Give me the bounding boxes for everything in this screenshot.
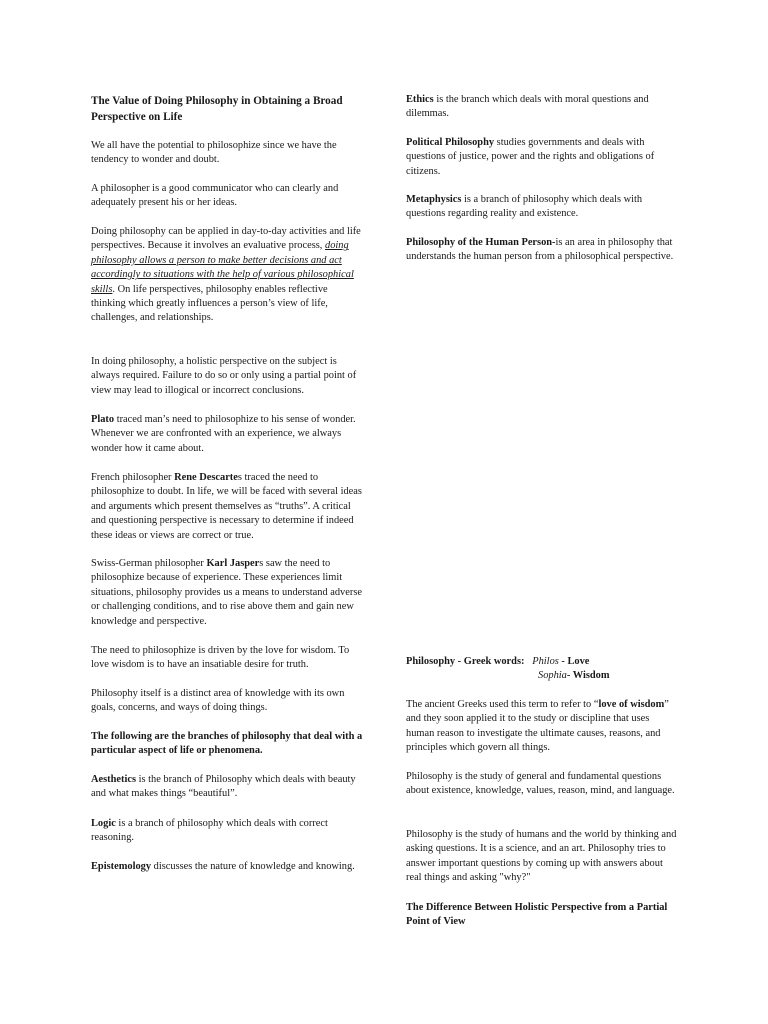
ancient-greeks-intro: The ancient Greeks used this term to refer to “	[406, 699, 599, 710]
term-aesthetics: Aesthetics	[91, 774, 137, 785]
ethics-text: is the branch which deals with moral questions and dilemmas.	[406, 94, 649, 120]
paragraph-plato	[91, 413, 363, 456]
branches-heading: The following are the branches of philosophy that deal with a particular aspect of life or phenomena.	[91, 731, 363, 757]
greek-row-philos	[406, 655, 696, 669]
term-jaspers: Karl Jasper	[206, 558, 260, 569]
greek-meaning-love: - Love	[558, 656, 590, 667]
paragraph-love-wisdom: The need to philosophize is driven by the love for wisdom. To love wisdom is to have an insatiable desire for truth.	[91, 645, 350, 671]
paragraph-day-to-day-intro: Doing philosophy can be applied in day-to-day activities and life perspectives. Because it involves an evaluative process,	[91, 226, 361, 252]
paragraph-logic	[91, 817, 363, 846]
paragraph-epistemology	[91, 860, 363, 874]
paragraph-communicator: A philosopher is a good communicator who can clearly and adequately present his or her ideas.	[91, 183, 339, 209]
term-ethics: Ethics	[406, 94, 434, 105]
descartes-text: s traced the need to philosophize to doubt. In life, we will be faced with several ideas and arguments which present themselves as “truths”. A critical and questioning perspective is necessary to determine if indeed these ideas or views are correct or true.	[91, 472, 362, 541]
section-heading-holistic-vs-partial: The Difference Between Holistic Perspective from a Partial Point of View	[406, 902, 668, 928]
paragraph-holistic: In doing philosophy, a holistic perspective on the subject is always required. Failure to do so or only using a partial point of view may lead to illogical or incorrect conclusions.	[91, 356, 357, 396]
descartes-intro: French philosopher	[91, 472, 175, 483]
term-metaphysics: Metaphysics	[406, 194, 462, 205]
plato-text: traced man’s need to philosophize to his sense of wonder. Whenever we are confronted with an experience, we always wonder how it came about.	[91, 414, 356, 454]
paragraph-study-general: Philosophy is the study of general and fundamental questions about existence, knowledge, values, reason, mind, and language.	[406, 771, 675, 797]
aesthetics-text: is the branch of Philosophy which deals with beauty and what makes things “beautiful”.	[91, 774, 356, 800]
term-descartes: Rene Descarte	[174, 472, 238, 483]
paragraph-day-to-day-rest: . On life perspectives, philosophy enables reflective thinking which greatly influences a person’s view of life, challenges, and relationships.	[91, 283, 328, 324]
paragraph-potential: We all have the potential to philosophize since we have the tendency to wonder and doubt.	[91, 140, 337, 166]
paragraph-human-person	[406, 236, 678, 265]
ancient-greeks-text: ” and they soon applied it to the study or discipline that uses human reason to investigate the ultimate causes, reasons, and principles which govern all things.	[406, 699, 669, 754]
term-love-of-wisdom: love of wisdom	[598, 699, 665, 710]
term-plato: Plato	[91, 414, 115, 425]
paragraph-day-to-day	[91, 225, 363, 326]
paragraph-ancient-greeks	[406, 698, 678, 756]
greek-etymology	[406, 655, 696, 684]
paragraph-study-humans: Philosophy is the study of humans and the world by thinking and asking questions. It is a science, and an art. Philosophy tries to answer important questions by coming up with answers about real things and asking "why?"	[406, 829, 677, 884]
term-political-philosophy: Political Philosophy	[406, 137, 495, 148]
jaspers-intro: Swiss-German philosopher	[91, 558, 207, 569]
logic-text: is a branch of philosophy which deals with correct reasoning.	[91, 818, 328, 844]
paragraph-political-philosophy	[406, 136, 678, 179]
metaphysics-text: is a branch of philosophy which deals with questions regarding reality and existence.	[406, 194, 643, 220]
paragraph-aesthetics	[91, 773, 363, 802]
greek-word-sophia: Sophia	[538, 670, 567, 682]
jaspers-text: s saw the need to philosophize because of experience. These experiences limit situations, philosophy provides us a means to understand adverse or challenging conditions, and to rise above them and gain new knowledge and perspective.	[91, 558, 362, 627]
greek-meaning-wisdom: - Wisdom	[566, 670, 610, 682]
human-person-text: is an area in philosophy that understands the human person from a philosophical perspective.	[406, 237, 674, 263]
term-human-person: Philosophy of the Human Person-	[406, 237, 556, 248]
underlined-emphasis: doing philosophy allows a person to make better decisions and act accordingly to situations with the help of various philosophical skills	[91, 240, 354, 295]
paragraph-distinct-area: Philosophy itself is a distinct area of knowledge with its own goals, concerns, and ways of doing things.	[91, 688, 345, 714]
greek-sophia-entry	[538, 669, 610, 683]
greek-label: Philosophy - Greek words:	[406, 656, 525, 667]
epistemology-text: discusses the nature of knowledge and knowing.	[151, 861, 355, 872]
term-epistemology: Epistemology	[91, 861, 152, 872]
paragraph-ethics	[406, 93, 678, 122]
greek-word-philos: Philos	[532, 656, 559, 667]
greek-row-sophia	[406, 669, 696, 683]
document-title: The Value of Doing Philosophy in Obtaining a Broad Perspective on Life	[91, 95, 343, 123]
paragraph-jaspers	[91, 557, 363, 629]
paragraph-descartes	[91, 471, 363, 543]
political-philosophy-text: studies governments and deals with questions of justice, power and the rights and obligations of citizens.	[406, 137, 655, 177]
paragraph-metaphysics	[406, 193, 678, 222]
term-logic: Logic	[91, 818, 116, 829]
